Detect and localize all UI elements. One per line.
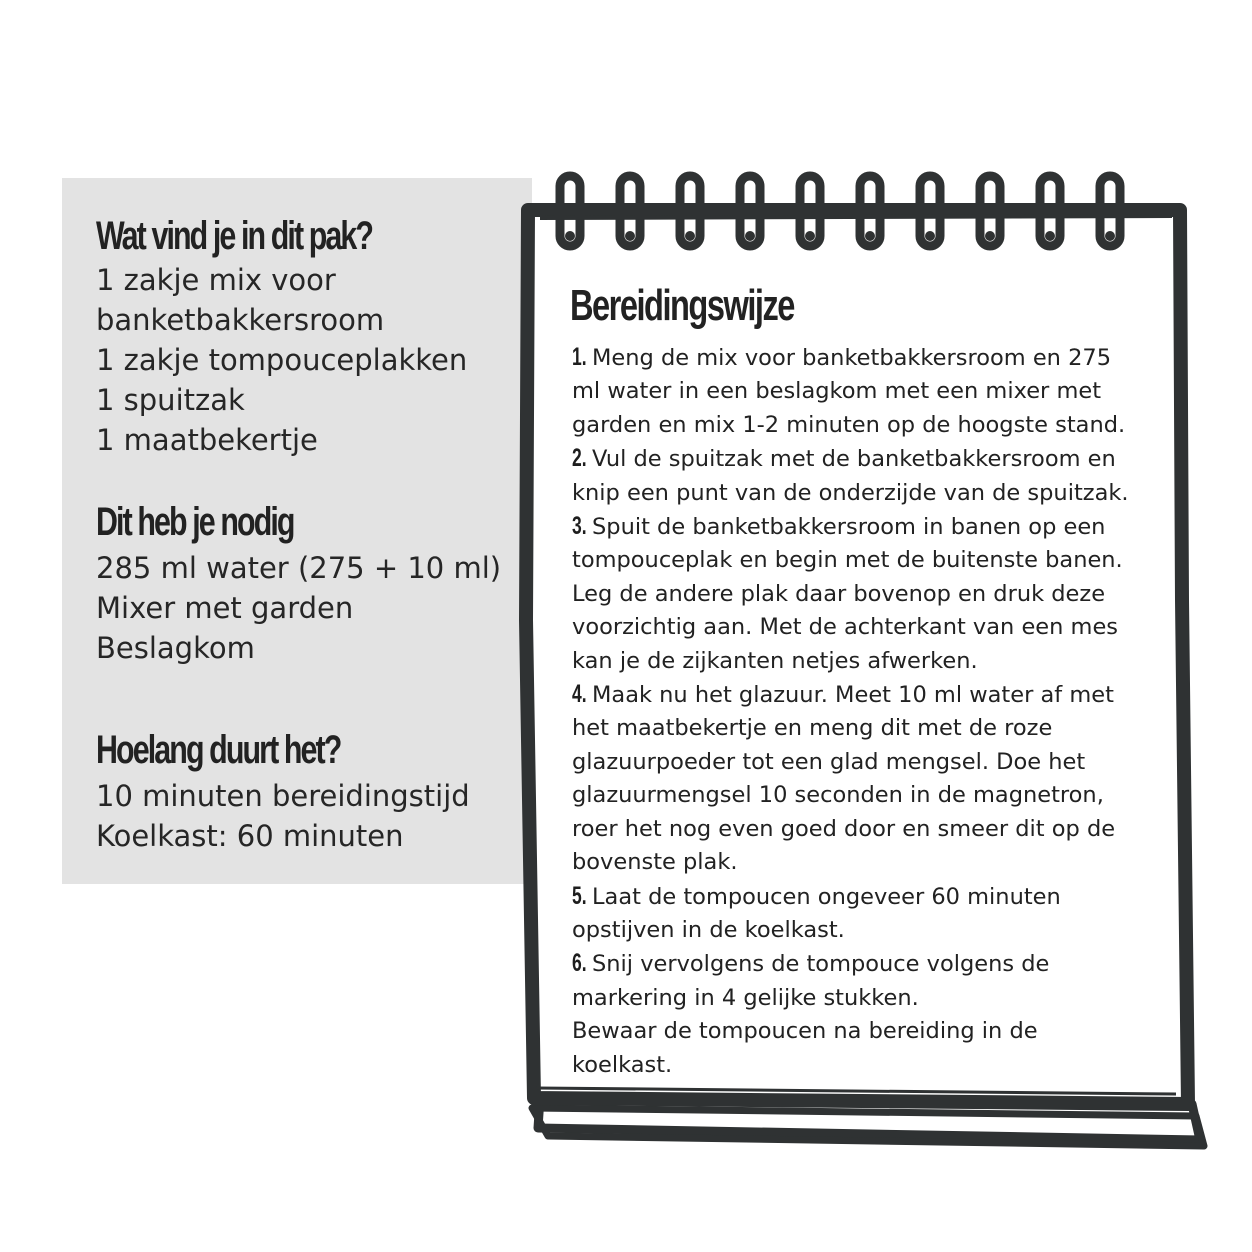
- step-number: 5.: [572, 881, 587, 910]
- step-text: Spuit de banketbakkersroom in banen op een: [592, 514, 1106, 541]
- step-number: 3.: [572, 512, 587, 541]
- duration-item: 10 minuten bereidingstijd: [96, 779, 470, 813]
- notepad-title: Bereidingswijze: [570, 281, 794, 330]
- contents-item: 1 zakje mix voor: [96, 263, 336, 297]
- contents-item: banketbakkersroom: [96, 303, 385, 337]
- step-text: Leg de andere plak daar bovenop en druk deze: [572, 580, 1106, 607]
- step-text: ml water in een beslagkom met een mixer met: [572, 378, 1102, 405]
- step-6: [572, 947, 1147, 1015]
- preparation-steps: [572, 341, 1147, 1082]
- step-text: kan je de zijkanten netjes afwerken.: [572, 647, 978, 674]
- needs-item: 285 ml water (275 + 10 ml): [96, 551, 502, 585]
- step-text: het maatbekertje en meng dit met de roze: [572, 715, 1053, 742]
- step-text: glazuurpoeder tot een glad mengsel. Doe het: [572, 748, 1086, 775]
- step-number: 4.: [572, 680, 587, 709]
- step-text: roer het nog even goed door en smeer dit op de: [572, 815, 1116, 842]
- needs-item: Mixer met garden: [96, 591, 354, 625]
- needs-heading: Dit heb je nodig: [96, 500, 294, 544]
- step-text: opstijven in de koelkast.: [572, 916, 845, 943]
- duration-heading: Hoelang duurt het?: [96, 728, 341, 772]
- step-number: 1.: [572, 343, 587, 371]
- step-text: glazuurmengsel 10 seconden in de magnetron,: [572, 782, 1104, 809]
- step-text: voorzichtig aan. Met de achterkant van een mes: [572, 614, 1119, 641]
- step-text: Laat de tompoucen ongeveer 60 minuten: [592, 883, 1061, 910]
- step-2: [572, 442, 1147, 510]
- step-number: 6.: [572, 949, 587, 978]
- contents-item: 1 spuitzak: [96, 383, 245, 417]
- closing-text: Bewaar de tompoucen na bereiding in de: [572, 1018, 1038, 1045]
- step-5: [572, 880, 1147, 948]
- step-text: Meng de mix voor banketbakkersroom en 275: [592, 345, 1112, 371]
- closing-text: koelkast.: [572, 1051, 673, 1078]
- contents-item: 1 zakje tompouceplakken: [96, 343, 468, 377]
- step-3: [572, 510, 1147, 678]
- step-text: garden en mix 1-2 minuten op de hoogste stand.: [572, 411, 1126, 438]
- contents-heading: Wat vind je in dit pak?: [96, 214, 373, 258]
- step-4: [572, 678, 1147, 879]
- duration-item: Koelkast: 60 minuten: [96, 819, 404, 853]
- step-text: knip een punt van de onderzijde van de spuitzak.: [572, 479, 1129, 506]
- step-text: bovenste plak.: [572, 849, 738, 876]
- step-text: Vul de spuitzak met de banketbakkersroom en: [592, 446, 1116, 473]
- step-text: Maak nu het glazuur. Meet 10 ml water af met: [592, 682, 1114, 709]
- step-number: 2.: [572, 444, 587, 473]
- step-text: markering in 4 gelijke stukken.: [572, 984, 919, 1011]
- contents-item: 1 maatbekertje: [96, 423, 318, 457]
- step-1: [572, 341, 1147, 442]
- needs-item: Beslagkom: [96, 631, 255, 665]
- step-text: tompouceplak en begin met de buitenste banen.: [572, 547, 1123, 574]
- closing-note: [572, 1015, 1147, 1082]
- step-text: Snij vervolgens de tompouce volgens de: [592, 951, 1050, 978]
